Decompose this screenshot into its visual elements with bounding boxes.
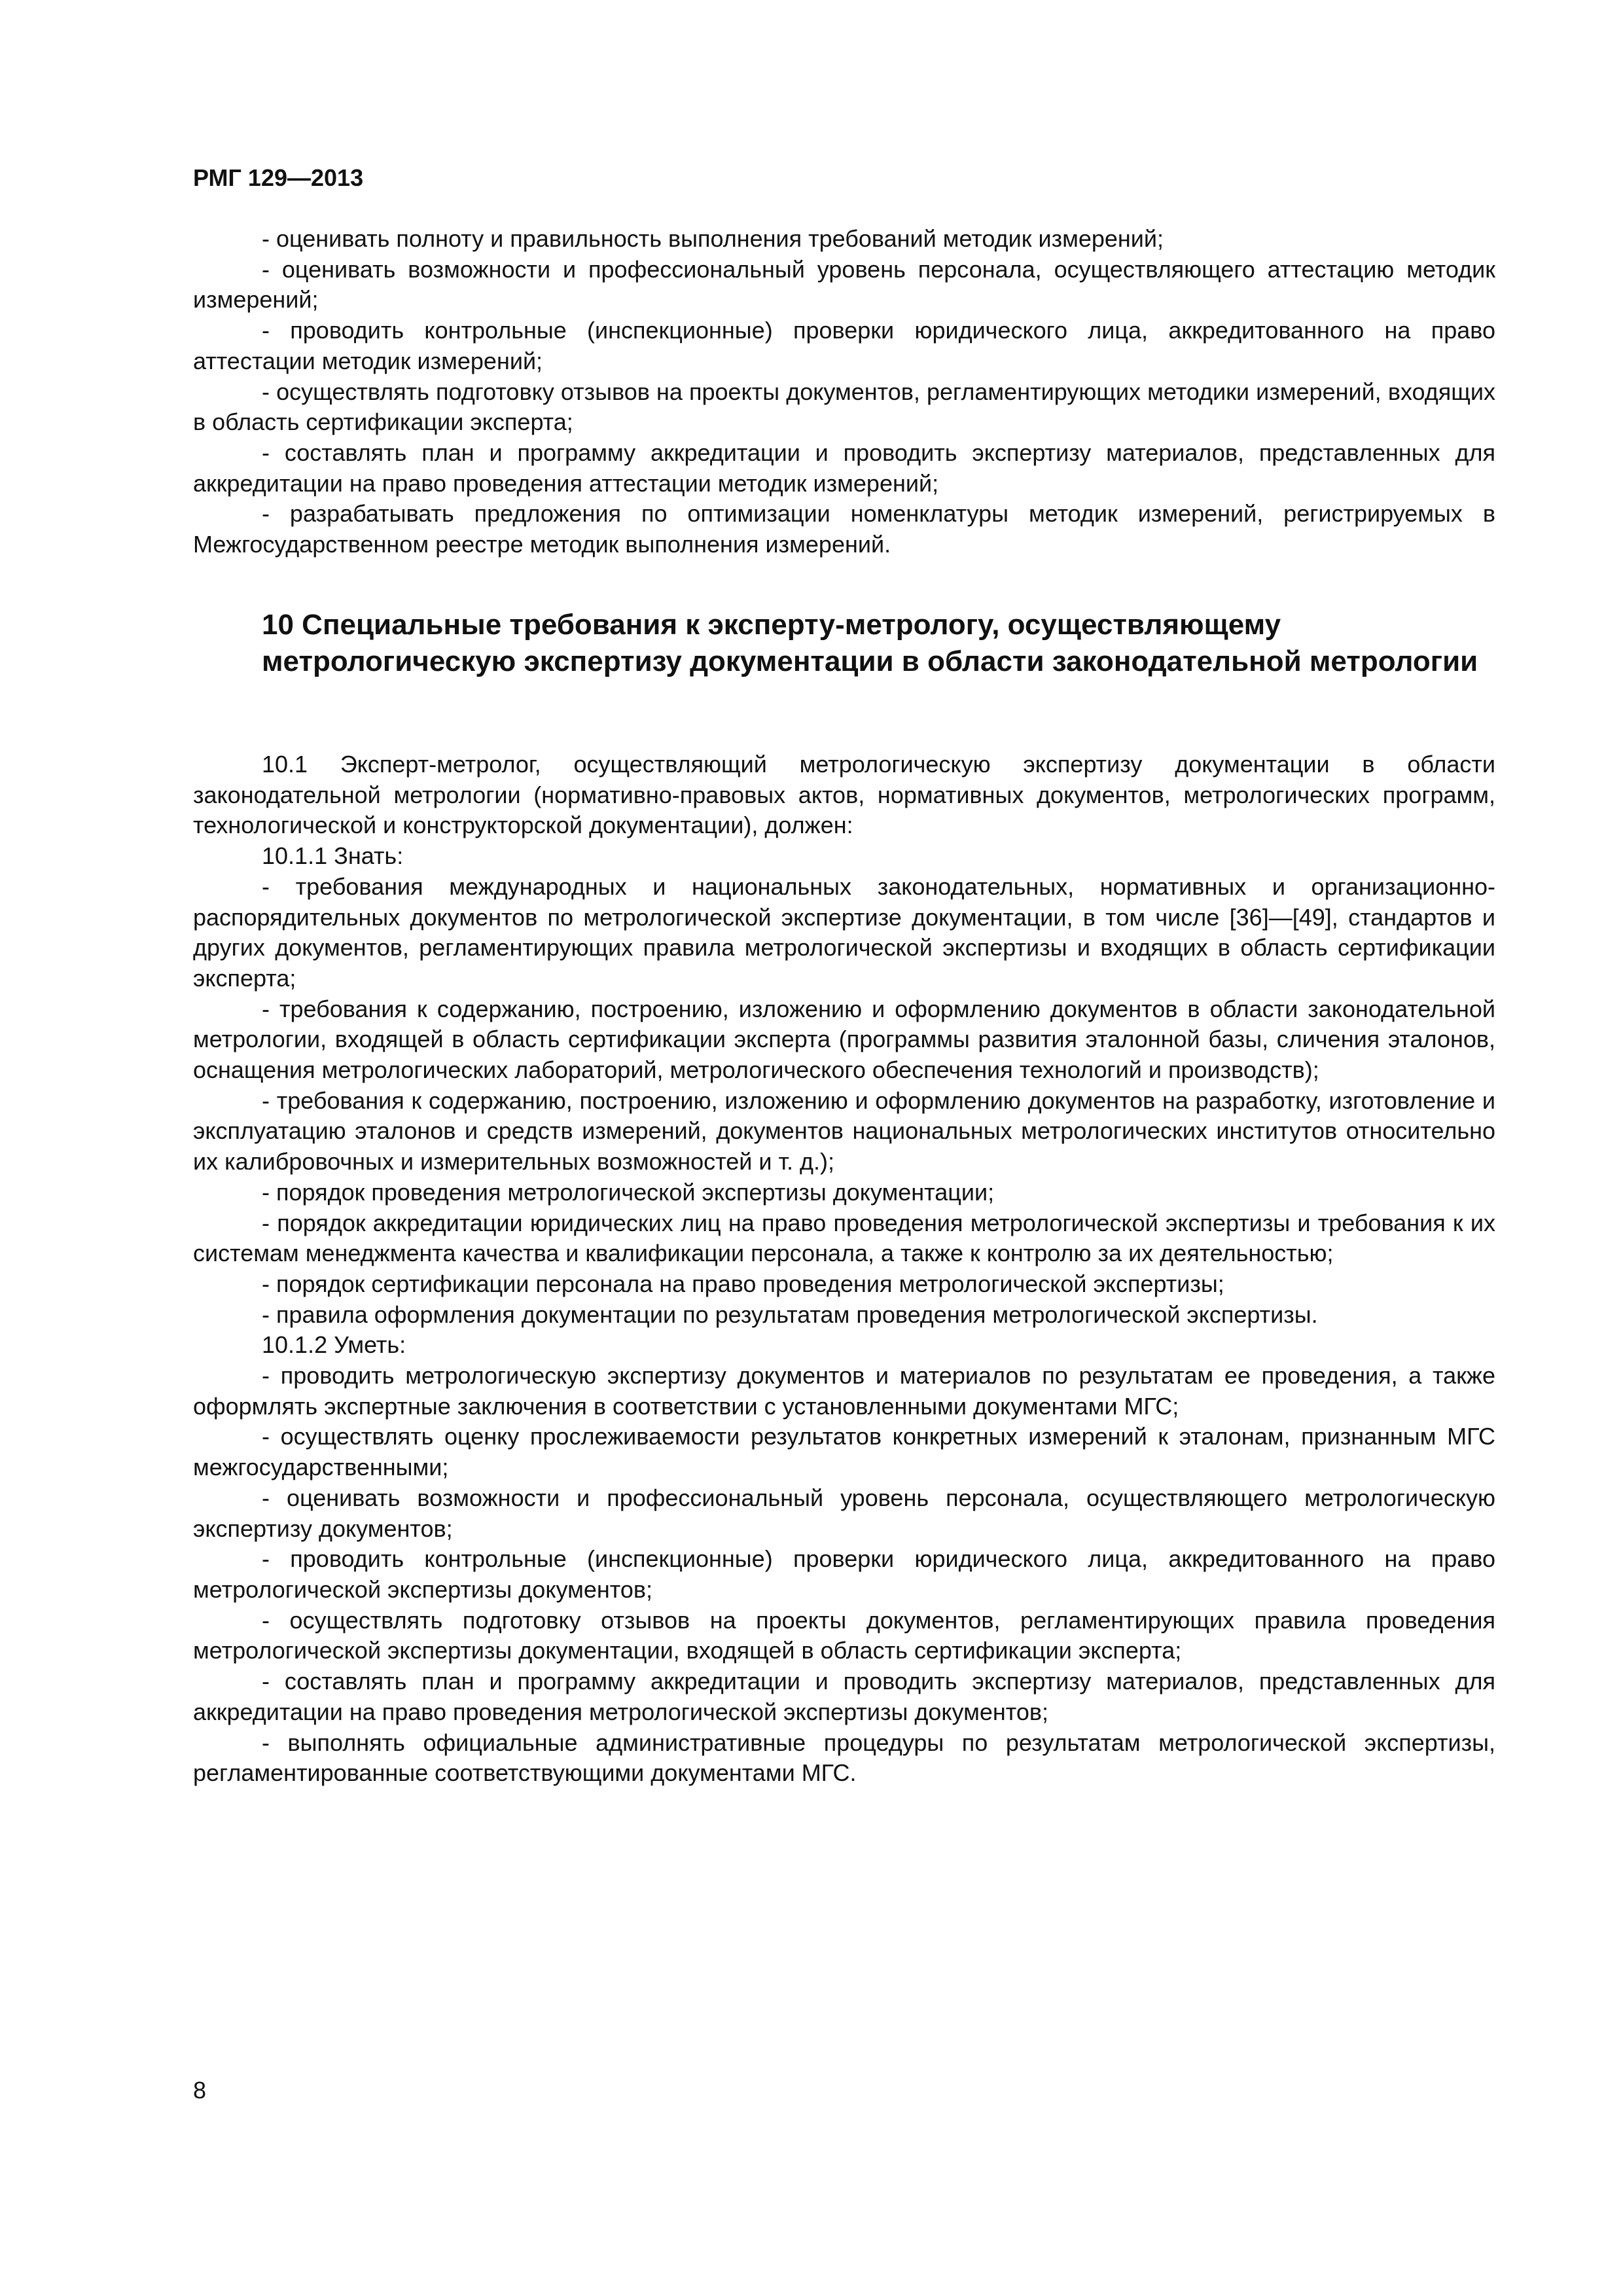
list-item: - оценивать возможности и профессиональный уровень персонала, осуществляющего аттестацию методик измерений; [193,255,1495,314]
list-item: - выполнять официальные административные процедуры по результатам метрологической экспертизы, регламентированные соответствующими документами МГС. [193,1729,1495,1787]
list-item: - порядок проведения метрологической экспертизы документации; [262,1178,995,1206]
list-item: - оценивать возможности и профессиональный уровень персонала, осуществляющего метрологическую экспертизу документов; [193,1484,1495,1542]
list-item: - осуществлять подготовку отзывов на проекты документов, регламентирующих методики измерений, входящих в область сертификации эксперта; [193,378,1495,436]
list-item: - составлять план и программу аккредитации и проводить экспертизу материалов, представленных для аккредитации на право проведения аттестации методик измерений; [193,439,1495,497]
list-item: - порядок сертификации персонала на право проведения метрологической экспертизы; [262,1270,1224,1297]
list-item: - составлять план и программу аккредитации и проводить экспертизу материалов, представленных для аккредитации на право проведения метрологической экспертизы документов; [193,1668,1495,1725]
list-item: - оценивать полноту и правильность выполнения требований методик измерений; [262,225,1164,252]
subsection-label: 10.1.2 Уметь: [262,1331,406,1359]
subsection-label: 10.1.1 Знать: [262,842,404,870]
paragraph: 10.1 Эксперт-метролог, осуществляющий метрологическую экспертизу документации в области законодательной метрологии (нормативно-правовых актов, нормативных документов, метрологических программ, технологической и конструкторской документации), должен: [193,751,1495,839]
list-item: - требования к содержанию, построению, изложению и оформлению документов в области законодательной метрологии, входящей в область сертификации эксперта (программы развития эталонной базы, сличения эталонов, оснащения метрологических лабораторий, метрологического обеспечения технологий и производств); [193,995,1495,1084]
list-item: - требования к содержанию, построению, изложению и оформлению документов на разработку, изготовление и эксплуатацию эталонов и средств измерений, документов национальных метрологических институтов относительно их калибровочных и измерительных возможностей и т. д.); [193,1086,1495,1175]
page-number: 8 [193,2077,207,2104]
section-body [193,749,1495,1789]
list-item: - требования международных и национальных законодательных, нормативных и организационно-распорядительных документов по метрологической экспертизе документации, в том числе [36]—[49], стандартов и других документов, регламентирующих правила метрологической экспертизы и входящих в область сертификации эксперта; [193,872,1495,992]
list-item: - разрабатывать предложения по оптимизации номенклатуры методик измерений, регистрируемых в Межгосударственном реестре методик выполнения измерений. [193,500,1495,558]
list-item: - осуществлять подготовку отзывов на проекты документов, регламентирующих правила проведения метрологической экспертизы документации, входящей в область сертификации эксперта; [193,1606,1495,1664]
top-list [193,224,1495,560]
list-item: - проводить контрольные (инспекционные) проверки юридического лица, аккредитованного на право аттестации методик измерений; [193,317,1495,374]
list-item: - проводить метрологическую экспертизу документов и материалов по результатам ее проведения, а также оформлять экспертные заключения в соответствии с установленными документами МГС; [193,1362,1495,1420]
document-code: РМГ 129—2013 [193,164,364,191]
list-item: - осуществлять оценку прослеживаемости результатов конкретных измерений к эталонам, признанным МГС межгосударственными; [193,1423,1495,1481]
section-heading: 10 Специальные требования к эксперту-метрологу, осуществляющему метрологическую экспертизу документации в области законодательной метрологии [262,609,1478,677]
list-item: - проводить контрольные (инспекционные) проверки юридического лица, аккредитованного на право метрологической экспертизы документов; [193,1545,1495,1603]
list-item: - порядок аккредитации юридических лиц на право проведения метрологической экспертизы и требования к их системам менеджмента качества и квалификации персонала, а также к контролю за их деятельностью; [193,1209,1495,1267]
list-item: - правила оформления документации по результатам проведения метрологической экспертизы. [262,1300,1318,1328]
